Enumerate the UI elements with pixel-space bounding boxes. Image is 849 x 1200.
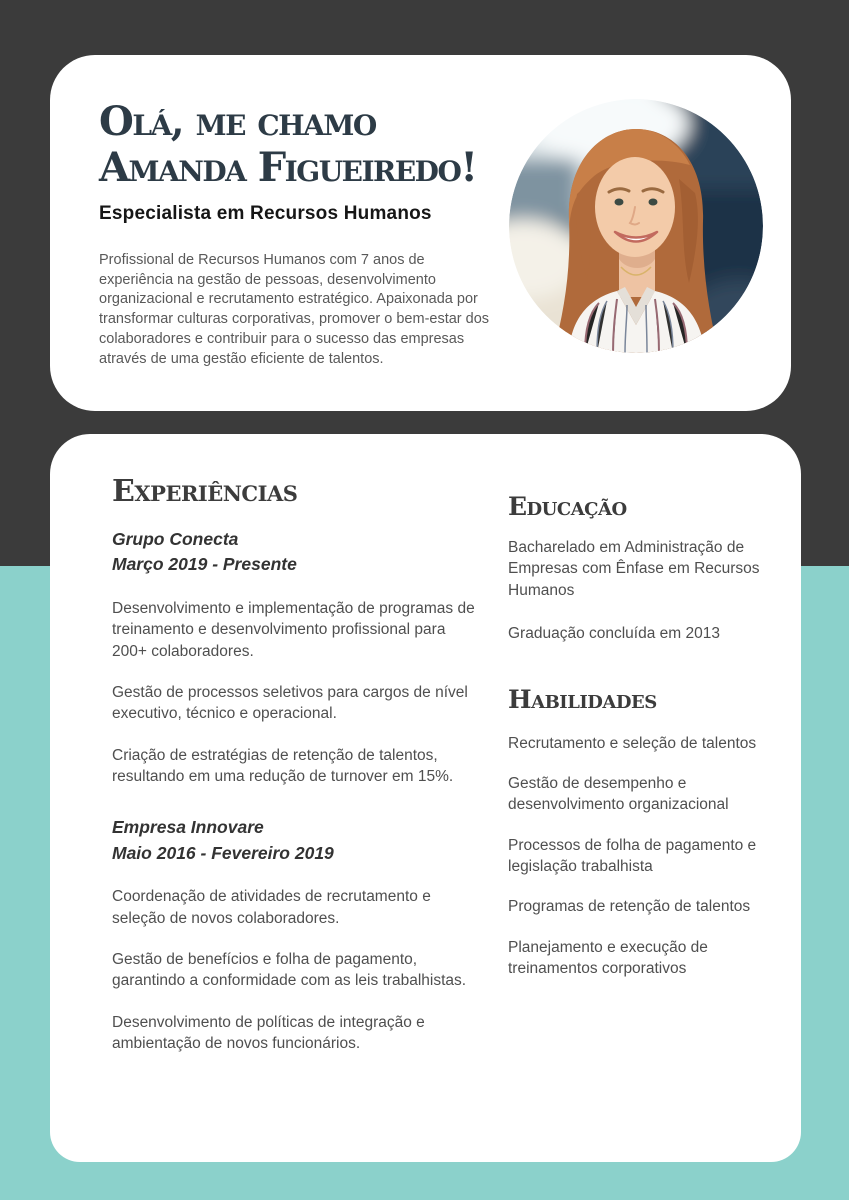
greeting-line: Olá, me chamo bbox=[99, 98, 376, 145]
skills-heading: Habilidades bbox=[508, 684, 657, 714]
profile-photo-illustration bbox=[509, 99, 763, 353]
job-company: Grupo Conecta bbox=[112, 529, 239, 549]
job-bullets bbox=[112, 598, 480, 788]
skill-item: Processos de folha de pagamento e legislação trabalhista bbox=[508, 836, 757, 875]
job-bullet: Gestão de benefícios e folha de pagamento, garantindo a conformidade com as leis trabalhistas. bbox=[112, 950, 467, 990]
job-period: Maio 2016 - Fevereiro 2019 bbox=[112, 842, 334, 863]
bio-paragraph: Profissional de Recursos Humanos com 7 anos de experiência na gestão de pessoas, desenvolvimento organizacional e recrutamento estratégico. Apaixonada por transformar culturas corporativas, promover o bem-estar dos colaboradores e contribuir para o sucesso das empresas através de uma gestão eficiente de talentos. bbox=[99, 252, 490, 367]
job-bullet: Coordenação de atividades de recrutamento e seleção de novos colaboradores. bbox=[112, 888, 431, 927]
job-bullet: Gestão de processos seletivos para cargos de nível executivo, técnico e operacional. bbox=[112, 683, 468, 723]
profile-photo bbox=[509, 99, 763, 353]
education-item: Graduação concluída em 2013 bbox=[508, 625, 720, 643]
job-bullet: Criação de estratégias de retenção de talentos, resultando em uma redução de turnover em 15%. bbox=[112, 746, 454, 785]
job-entry bbox=[112, 815, 480, 1054]
job-bullet: Desenvolvimento e implementação de programas de treinamento e desenvolvimento profissional para 200+ colaboradores. bbox=[112, 599, 475, 660]
name-line: Amanda Figueiredo! bbox=[99, 144, 477, 191]
skill-item: Planejamento e execução de treinamentos corporativos bbox=[508, 938, 708, 978]
job-period: Março 2019 - Presente bbox=[112, 554, 297, 575]
experience-heading: Experiências bbox=[112, 474, 298, 509]
education-item: Bacharelado em Administração de Empresas com Ênfase em Recursos Humanos bbox=[508, 539, 760, 599]
skill-item: Recrutamento e seleção de talentos bbox=[508, 734, 757, 752]
education-section bbox=[508, 492, 788, 645]
job-company: Empresa Innovare bbox=[112, 817, 264, 838]
skill-item: Programas de retenção de talentos bbox=[508, 898, 751, 916]
education-skills-column bbox=[508, 492, 788, 980]
resume-body-card bbox=[50, 434, 801, 1162]
job-bullet: Desenvolvimento de políticas de integração e ambientação de novos funcionários. bbox=[112, 1013, 425, 1052]
education-heading: Educação bbox=[508, 492, 627, 521]
job-entry bbox=[112, 527, 480, 787]
hero-card bbox=[50, 55, 791, 411]
skills-section bbox=[508, 685, 788, 980]
job-subtitle: Especialista em Recursos Humanos bbox=[99, 203, 432, 224]
skill-item: Gestão de desempenho e desenvolvimento organizacional bbox=[508, 774, 729, 814]
hero-text-block bbox=[99, 99, 499, 369]
experience-column bbox=[112, 474, 480, 1082]
job-bullets bbox=[112, 886, 480, 1054]
page-title bbox=[99, 99, 499, 191]
